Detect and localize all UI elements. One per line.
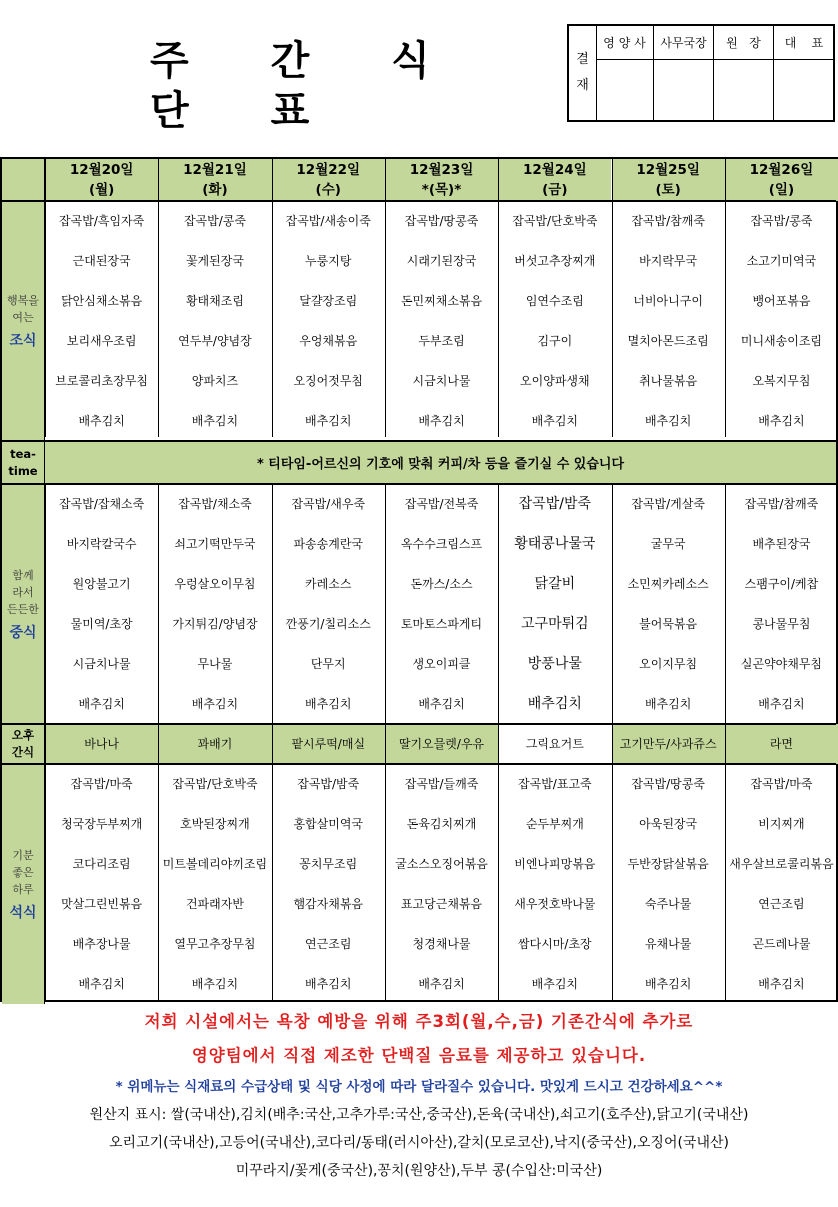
menu-item: 배추김치 [191, 977, 239, 991]
day-date: 12월23일 [409, 162, 474, 178]
menu-item: 배추김치 [531, 977, 579, 991]
menu-item: 배추김치 [758, 697, 805, 711]
menu-item: 아욱된장국 [639, 817, 698, 831]
menu-item: 시래기된장국 [406, 254, 477, 268]
meal-title: 석식 [9, 904, 37, 921]
menu-item: 굴무국 [650, 537, 686, 551]
day-of-week: (일) [768, 182, 795, 198]
menu-item: 돈민찌채소볶음 [400, 294, 483, 308]
weekly-menu-table [0, 157, 838, 1002]
dinner-day-menu [385, 764, 498, 1004]
menu-item: 시금치나물 [412, 374, 471, 388]
row-divider [2, 483, 836, 485]
day-of-week: (화) [202, 182, 228, 198]
menu-item: 오이양파생채 [520, 374, 590, 388]
menu-item: 불어묵볶음 [639, 617, 698, 631]
day-of-week: (토) [655, 182, 681, 198]
menu-item: 새우젓호박나물 [514, 897, 596, 911]
menu-item: 숙주나물 [644, 897, 692, 911]
menu-item: 실곤약야채무침 [740, 657, 823, 671]
menu-item: 열무고추장무침 [174, 937, 256, 951]
menu-item: 오복지무침 [752, 374, 811, 388]
teatime-title: tea-time [8, 446, 38, 478]
snack-item: 바나나 [45, 724, 158, 764]
menu-item: 바지락무국 [639, 254, 698, 268]
notice-line: 영양팀에서 직접 제조한 단백질 음료를 제공하고 있습니다. [191, 1046, 647, 1065]
menu-item: 곤드레나물 [752, 937, 811, 951]
menu-item: 굴소스오징어볶음 [395, 857, 488, 871]
day-of-week: (금) [542, 182, 568, 198]
day-date: 12월20일 [69, 162, 134, 178]
menu-item: 소민찌카레소스 [627, 577, 709, 591]
menu-item: 토마토스파게티 [400, 617, 483, 631]
menu-item: 단무지 [310, 657, 346, 671]
origin-line: 오리고기(국내산),고등어(국내산),코다리/동태(러시아산),갈치(모로코산),낙지(중국산),오징어(국내산) [109, 1135, 729, 1151]
menu-item: 멸치아몬드조림 [627, 334, 709, 348]
menu-item: 방풍나물 [527, 656, 582, 672]
menu-item: 고구마튀김 [521, 616, 589, 632]
teatime-label [2, 441, 45, 484]
menu-item: 황태채조림 [185, 294, 244, 308]
menu-item: 뱅어포볶음 [752, 294, 811, 308]
menu-item: 돈육김치찌개 [406, 817, 477, 831]
lunch-day-menu [272, 484, 385, 724]
snack-item: 라면 [725, 724, 838, 764]
day-date: 12월21일 [183, 162, 247, 178]
menu-item: 달걀장조림 [299, 294, 358, 308]
menu-item: 연두부/양념장 [178, 334, 252, 348]
menu-item: 배추김치 [418, 977, 465, 991]
menu-item: 오징어젓무침 [293, 374, 364, 388]
column-divider [45, 159, 46, 437]
day-date: 12월25일 [636, 162, 700, 178]
menu-item: 배추김치 [758, 977, 805, 991]
day-of-week: (월) [88, 182, 115, 198]
menu-item: 잡곡밥/단호박죽 [172, 777, 258, 791]
menu-item: 잡곡밥/잡채소죽 [59, 497, 145, 511]
approval-label: 결 재 [569, 26, 597, 120]
menu-item: 배추김치 [78, 414, 125, 428]
menu-item: 미트볼데리야끼조림 [162, 857, 268, 871]
menu-item: 홍합살미역국 [293, 817, 364, 831]
menu-item: 청국장두부찌개 [61, 817, 143, 831]
menu-item: 카레소스 [305, 577, 352, 591]
lunch-day-menu [612, 484, 725, 724]
column-divider [385, 484, 386, 1000]
menu-item: 스팸구이/케찹 [744, 577, 819, 591]
menu-item: 두부조림 [418, 334, 465, 348]
menu-item: 잡곡밥/새송이죽 [285, 214, 371, 228]
column-divider [498, 159, 499, 437]
column-divider [158, 484, 159, 1000]
menu-item: 배추김치 [644, 697, 692, 711]
menu-item: 표고당근채볶음 [400, 897, 483, 911]
menu-item: 닭갈비 [534, 576, 576, 592]
meal-subtitle: 든든한 [7, 602, 39, 616]
column-divider [612, 159, 613, 437]
row-divider [2, 440, 836, 442]
menu-item: 건파래자반 [185, 897, 244, 911]
menu-item: 깐풍기/칠리소스 [285, 617, 371, 631]
menu-item: 잡곡밥/땅콩죽 [631, 777, 705, 791]
menu-item: 물미역/초장 [70, 617, 133, 631]
menu-item: 잡곡밥/새우죽 [291, 497, 366, 511]
menu-item: 배추김치 [418, 414, 465, 428]
snack-item: 고기만두/사과쥬스 [612, 724, 725, 764]
menu-item: 배추김치 [644, 414, 692, 428]
menu-item: 잡곡밥/참깨죽 [744, 497, 819, 511]
menu-item: 꽃게된장국 [185, 254, 244, 268]
menu-item: 너비아니구이 [633, 294, 703, 308]
menu-item: 근대된장국 [72, 254, 131, 268]
day-date: 12월26일 [749, 162, 814, 178]
menu-item: 잡곡밥/게살죽 [631, 497, 705, 511]
meal-title: 조식 [9, 333, 37, 349]
lunch-day-menu [158, 484, 271, 724]
menu-item: 취나물볶음 [639, 374, 698, 388]
menu-item: 잡곡밥/단호박죽 [512, 214, 598, 228]
menu-item: 맛살그린빈볶음 [61, 897, 143, 911]
menu-item: 닭안심채소볶음 [61, 294, 143, 308]
menu-item: 잡곡밥/흑임자죽 [59, 214, 145, 228]
column-divider [272, 484, 273, 1000]
meal-subtitle: 기분 [12, 848, 34, 862]
row-divider [2, 763, 836, 765]
lunch-day-menu [498, 484, 611, 724]
snack-item: 팥시루떡/매실 [272, 724, 385, 764]
column-divider [498, 484, 499, 1000]
teatime-notice: * 티타임-어르신의 기호에 맞춰 커피/차 등을 즐기실 수 있습니다 [45, 441, 836, 484]
menu-item: 바지락칼국수 [66, 537, 137, 551]
corner-cell [2, 159, 45, 201]
menu-item: 잡곡밥/표고죽 [518, 777, 592, 791]
menu-item: 잡곡밥/땅콩죽 [404, 214, 479, 228]
approval-column: 대 표 [774, 26, 834, 120]
menu-item: 버섯고추장찌개 [514, 254, 596, 268]
approval-column: 원 장 [714, 26, 774, 120]
breakfast-day-menu [45, 201, 158, 441]
snack-title: 간식 [11, 745, 35, 759]
column-divider [158, 159, 159, 437]
menu-item: 배추김치 [305, 977, 352, 991]
menu-item: 우렁살오이무침 [174, 577, 256, 591]
column-divider [45, 484, 46, 1000]
column-divider [385, 159, 386, 437]
menu-item: 비엔나피망볶음 [514, 857, 596, 871]
menu-item: 잡곡밥/마죽 [750, 777, 813, 791]
day-header [45, 159, 158, 201]
snack-item: 딸기오믈렛/우유 [385, 724, 498, 764]
breakfast-day-menu [158, 201, 271, 441]
day-header [498, 159, 611, 201]
menu-item: 배추김치 [191, 414, 239, 428]
menu-item: 두반장닭살볶음 [627, 857, 709, 871]
menu-item: 잡곡밥/채소죽 [178, 497, 252, 511]
origin-line: 미꾸라지/꽃게(중국산),꽁치(원양산),두부 콩(수입산:미국산) [235, 1163, 603, 1179]
meal-subtitle: 여는 [12, 311, 34, 324]
menu-item: 시금치나물 [72, 657, 131, 671]
meal-subtitle: 하루 [12, 882, 34, 896]
meal-title: 중식 [9, 624, 37, 641]
menu-item: 잡곡밥/밤죽 [518, 496, 591, 512]
menu-item: 황태콩나물국 [514, 536, 596, 552]
dinner-day-menu [45, 764, 158, 1004]
menu-item: 배추김치 [758, 414, 805, 428]
menu-item: 잡곡밥/밤죽 [297, 777, 360, 791]
column-divider [272, 159, 273, 437]
breakfast-label [2, 201, 45, 441]
menu-item: 새우살브로콜리볶음 [729, 857, 834, 871]
menu-item: 무나물 [197, 657, 233, 671]
menu-item: 청경채나물 [412, 937, 471, 951]
snack-item: 꽈배기 [158, 724, 271, 764]
menu-item: 소고기미역국 [746, 254, 817, 268]
menu-item: 햄감자채볶음 [293, 897, 364, 911]
menu-item: 보리새우조림 [66, 334, 137, 348]
dinner-day-menu [498, 764, 611, 1004]
notice-line: * 위메뉴는 식재료의 수급상태 및 식당 사정에 따라 달라질수 있습니다. 맛있게 드시고 건강하세요^^* [115, 1079, 723, 1095]
day-header [385, 159, 498, 201]
lunch-day-menu [725, 484, 838, 724]
menu-item: 배추김치 [305, 697, 352, 711]
menu-item: 쇠고기떡만두국 [174, 537, 256, 551]
menu-item: 원앙불고기 [72, 577, 131, 591]
menu-item: 임연수조림 [525, 294, 584, 308]
meal-subtitle: 라서 [12, 585, 34, 599]
meal-subtitle: 좋은 [12, 865, 34, 879]
menu-item: 배추김치 [644, 977, 692, 991]
menu-item: 배추김치 [305, 414, 352, 428]
menu-item: 오이지무침 [639, 657, 698, 671]
lunch-day-menu [385, 484, 498, 724]
day-header [725, 159, 838, 201]
day-date: 12월24일 [523, 162, 587, 178]
column-divider [612, 484, 613, 1000]
dinner-day-menu [725, 764, 838, 1004]
menu-item: 배추김치 [527, 696, 582, 712]
menu-item: 파송송계란국 [293, 537, 364, 551]
day-header [158, 159, 271, 201]
meal-subtitle: 함께 [12, 568, 34, 582]
menu-item: 연근조림 [305, 937, 352, 951]
menu-item: 배추김치 [418, 697, 465, 711]
menu-item: 누룽지탕 [305, 254, 352, 268]
menu-item: 연근조림 [758, 897, 805, 911]
breakfast-day-menu [725, 201, 838, 441]
menu-item: 꽁치무조림 [299, 857, 358, 871]
row-divider [2, 200, 836, 202]
menu-item: 잡곡밥/전복죽 [404, 497, 479, 511]
menu-item: 유채나물 [644, 937, 692, 951]
menu-item: 콩나물무침 [752, 617, 811, 631]
breakfast-day-menu [385, 201, 498, 441]
lunch-label [2, 484, 45, 724]
menu-item: 잡곡밥/콩죽 [183, 214, 246, 228]
day-header [612, 159, 725, 201]
menu-item: 배추김치 [78, 697, 125, 711]
dinner-day-menu [612, 764, 725, 1004]
column-divider [725, 159, 726, 437]
snack-item: 그릭요거트 [498, 724, 611, 764]
approval-column: 영 양 사 [596, 26, 654, 120]
menu-item: 브로콜리초장무침 [55, 374, 149, 388]
breakfast-day-menu [612, 201, 725, 441]
lunch-day-menu [45, 484, 158, 724]
page-title: 주 간 식 단 표 [150, 38, 464, 134]
approval-column: 사무국장 [654, 26, 714, 120]
dinner-label [2, 764, 45, 1004]
menu-item: 옥수수크림스프 [400, 537, 483, 551]
origin-line: 원산지 표시: 쌀(국내산),김치(배추:국산,고추가루:국산,중국산),돈육(국내산),쇠고기(호주산),닭고기(국내산) [89, 1107, 749, 1123]
menu-item: 호박된장찌개 [180, 817, 250, 831]
menu-item: 배추김치 [78, 977, 125, 991]
menu-item: 배추김치 [531, 414, 579, 428]
day-of-week: *(목)* [421, 182, 462, 198]
day-date: 12월22일 [296, 162, 361, 178]
breakfast-day-menu [498, 201, 611, 441]
menu-item: 가지튀김/양념장 [172, 617, 258, 631]
breakfast-day-menu [272, 201, 385, 441]
menu-item: 돈까스/소스 [410, 577, 473, 591]
column-divider [725, 484, 726, 1000]
menu-item: 잡곡밥/마죽 [70, 777, 133, 791]
day-of-week: (수) [315, 182, 341, 198]
menu-item: 잡곡밥/참깨죽 [631, 214, 705, 228]
menu-item: 우엉채볶음 [299, 334, 358, 348]
menu-item: 비지찌개 [758, 817, 805, 831]
menu-item: 순두부찌개 [525, 817, 584, 831]
row-divider [2, 723, 836, 725]
snack-title: 오후 [11, 728, 35, 742]
notice-line: 저희 시설에서는 욕창 예방을 위해 주3회(월,수,금) 기존간식에 추가로 [144, 1012, 694, 1031]
dinner-day-menu [272, 764, 385, 1004]
menu-item: 잡곡밥/콩죽 [750, 214, 813, 228]
menu-item: 배추장나물 [72, 937, 131, 951]
menu-item: 코다리조림 [72, 857, 131, 871]
menu-item: 양파치즈 [191, 374, 239, 388]
meal-subtitle: 행복을 [7, 294, 39, 307]
approval-box [567, 24, 835, 122]
menu-item: 김구이 [537, 334, 573, 348]
day-header [272, 159, 385, 201]
menu-item: 미니새송이조림 [740, 334, 823, 348]
menu-item: 생오이피클 [412, 657, 471, 671]
menu-item: 배추김치 [191, 697, 239, 711]
menu-item: 쌈다시마/초장 [518, 937, 592, 951]
menu-item: 잡곡밥/들깨죽 [404, 777, 479, 791]
snack-label [2, 724, 45, 764]
menu-item: 배추된장국 [752, 537, 811, 551]
dinner-day-menu [158, 764, 271, 1004]
